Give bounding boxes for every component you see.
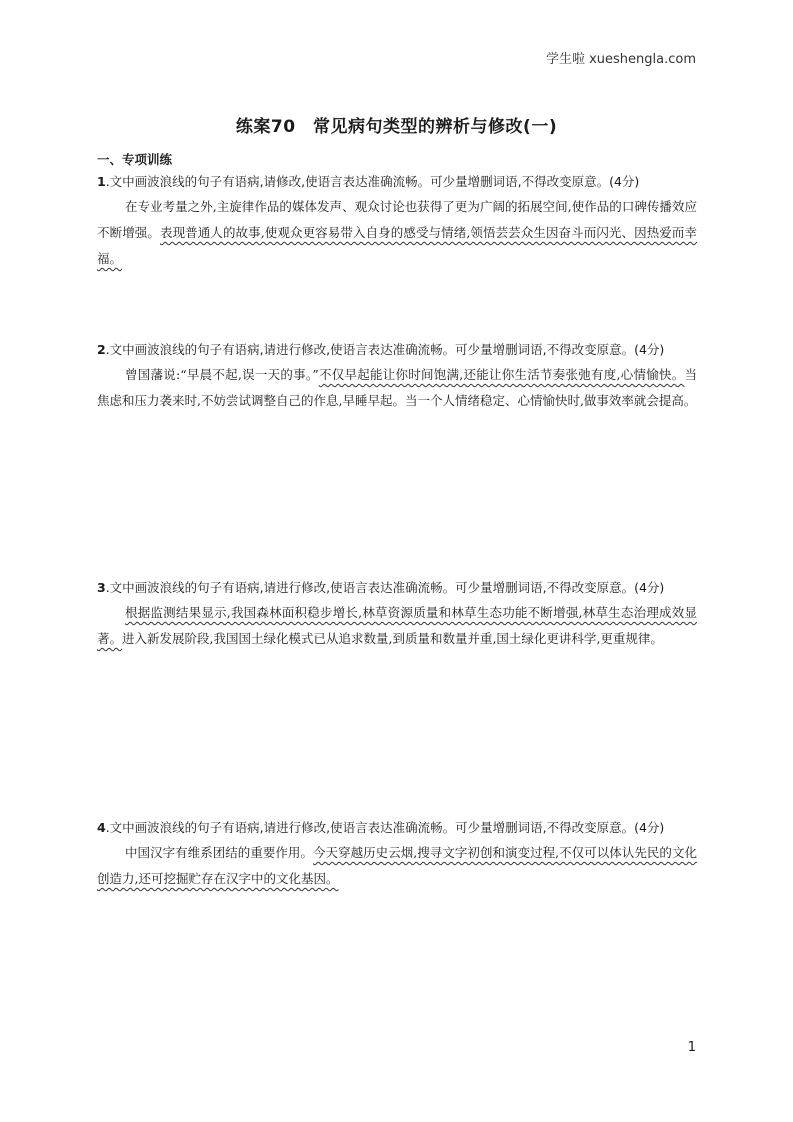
question-2 bbox=[97, 338, 697, 414]
question-1 bbox=[97, 170, 697, 272]
question-number: 1 bbox=[97, 174, 106, 189]
question-passage: 根据监测结果显示,我国森林面积稳步增长,林草资源质量和林草生态功能不断增强,林草生态治理成效显著。进入新发展阶段,我国国土绿化模式已从追求数量,到质量和数量并重,国土绿化更讲科学,更重规律。 bbox=[97, 605, 697, 646]
question-passage: 曾国藩说:“早晨不起,误一天的事。”不仅早起能让你时间饱满,还能让你生活节奏张弛有度,心情愉快。当焦虑和压力袭来时,不妨尝试调整自己的作息,早睡早起。当一个人情绪稳定、心情愉快时,做事效率就会提高。 bbox=[97, 367, 698, 408]
wavy-underlined-sentence: 不仅早起能让你时间饱满,还能让你生活节奏张弛有度,心情愉快。 bbox=[318, 367, 685, 382]
question-instruction: 2.文中画波浪线的句子有语病,请进行修改,使语言表达准确流畅。可少量增删词语,不得改变原意。(4分) bbox=[97, 342, 665, 357]
page-title: 练案70 常见病句类型的辨析与修改(一) bbox=[235, 117, 558, 137]
question-instruction: 3.文中画波浪线的句子有语病,请进行修改,使语言表达准确流畅。可少量增删词语,不得改变原意。(4分) bbox=[97, 580, 665, 595]
question-number: 3 bbox=[97, 580, 106, 595]
question-4 bbox=[97, 816, 697, 892]
wavy-underlined-sentence: 表现普通人的故事,使观众更容易带入自身的感受与情绪,领悟芸芸众生因奋斗而闪光、因热爱而幸福。 bbox=[97, 225, 697, 266]
header-brand: 学生啦 xueshengla.com bbox=[545, 52, 696, 67]
question-number: 2 bbox=[97, 342, 106, 357]
page-number: 1 bbox=[687, 1040, 696, 1055]
section-heading: 一、专项训练 bbox=[97, 152, 173, 167]
question-instruction: 1.文中画波浪线的句子有语病,请修改,使语言表达准确流畅。可少量增删词语,不得改变原意。(4分) bbox=[97, 174, 640, 189]
wavy-underlined-sentence: 今天穿越历史云烟,搜寻文字初创和演变过程,不仅可以体认先民的文化创造力,还可挖掘贮存在汉字中的文化基因。 bbox=[97, 845, 697, 886]
wavy-underlined-sentence: 根据监测结果显示,我国森林面积稳步增长,林草资源质量和林草生态功能不断增强,林草生态治理成效显著。 bbox=[97, 605, 697, 646]
question-number: 4 bbox=[97, 820, 106, 835]
question-passage: 中国汉字有维系团结的重要作用。今天穿越历史云烟,搜寻文字初创和演变过程,不仅可以体认先民的文化创造力,还可挖掘贮存在汉字中的文化基因。 bbox=[97, 845, 697, 886]
question-instruction: 4.文中画波浪线的句子有语病,请进行修改,使语言表达准确流畅。可少量增删词语,不得改变原意。(4分) bbox=[97, 820, 665, 835]
question-passage: 在专业考量之外,主旋律作品的媒体发声、观众讨论也获得了更为广阔的拓展空间,使作品的口碑传播效应不断增强。表现普通人的故事,使观众更容易带入自身的感受与情绪,领悟芸芸众生因奋斗而闪光、因热爱而幸福。 bbox=[97, 199, 697, 266]
question-3 bbox=[97, 576, 697, 652]
